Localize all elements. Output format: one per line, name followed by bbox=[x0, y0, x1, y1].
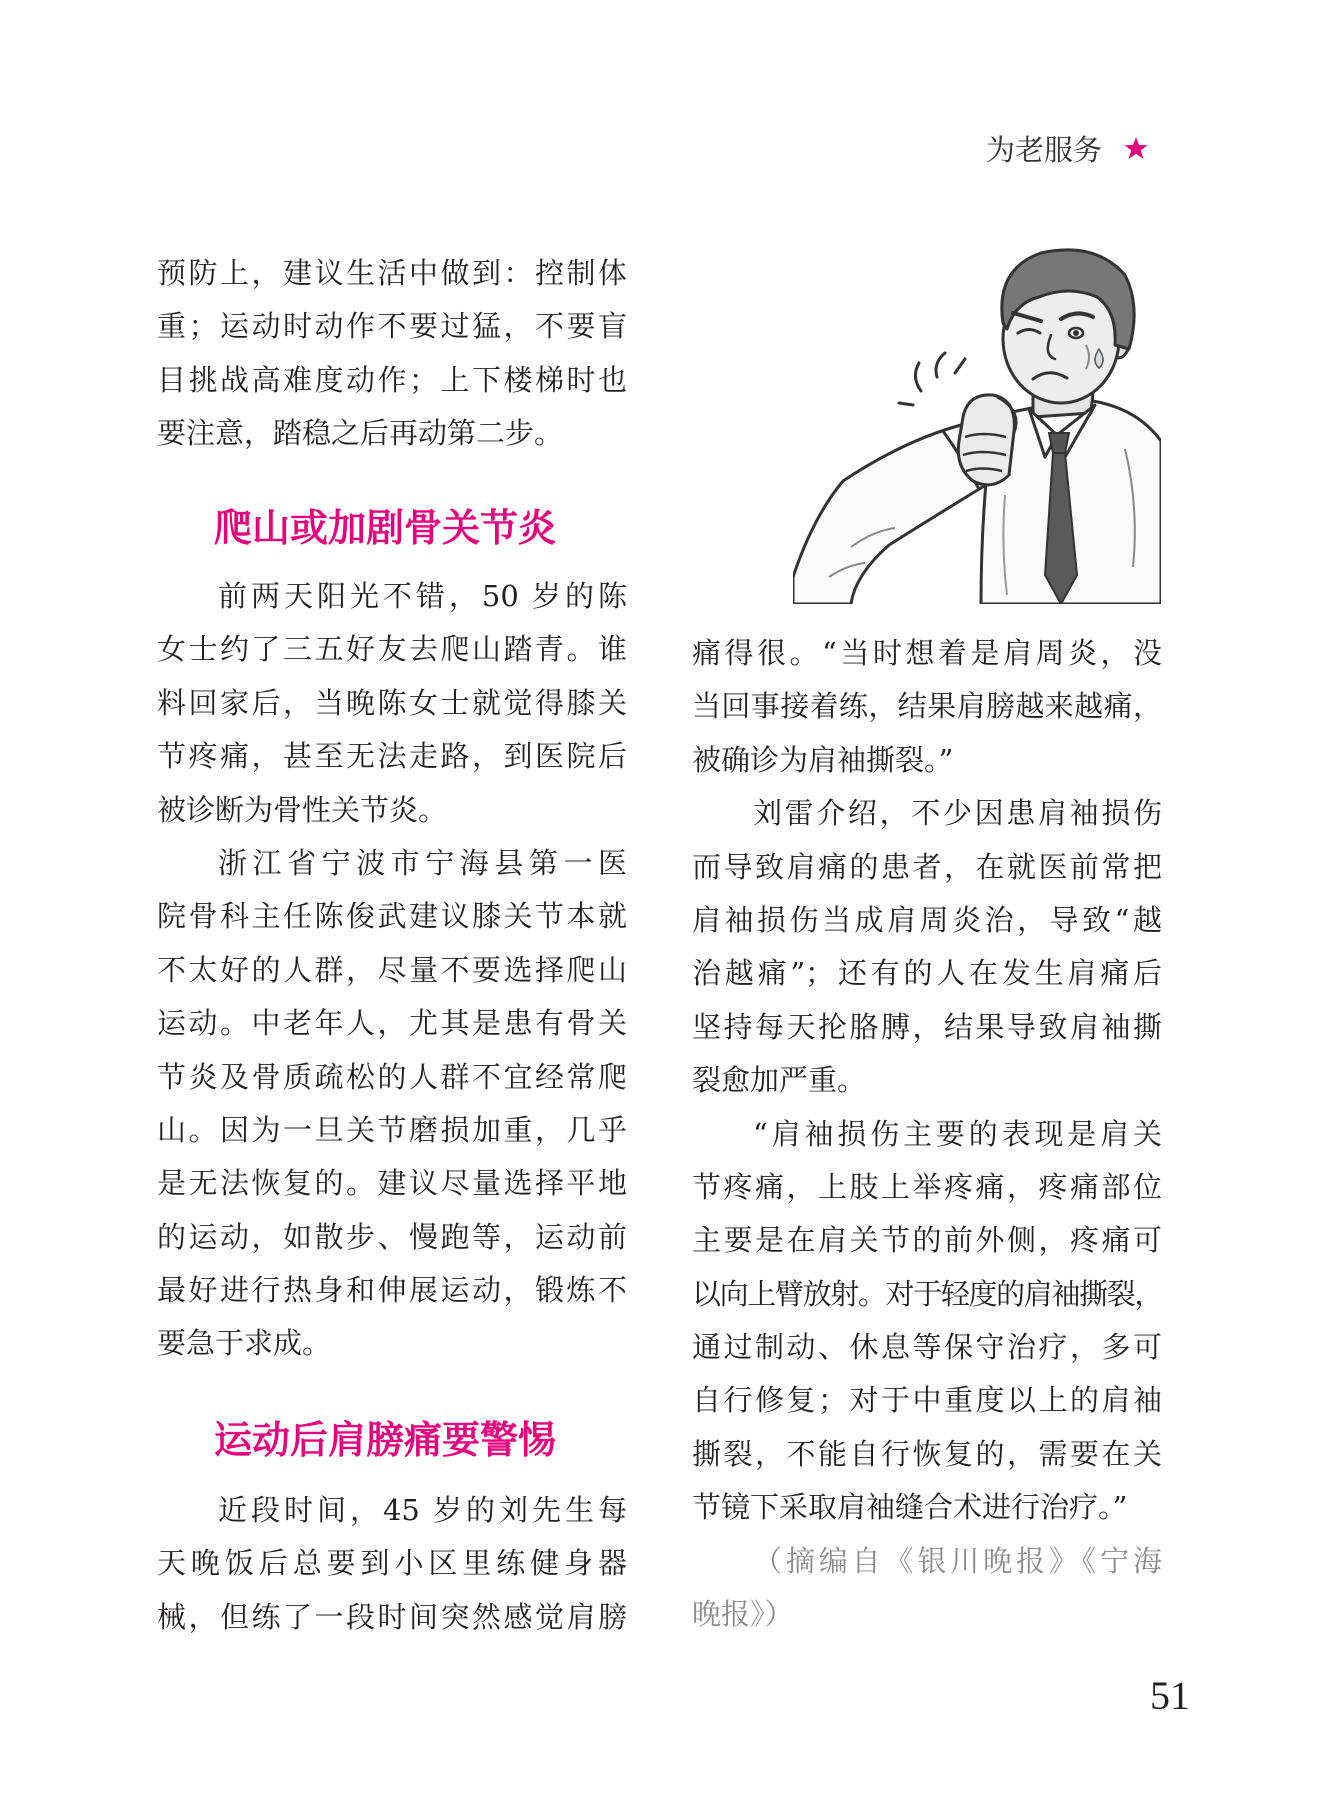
text-line: 节疼痛，甚至无法走路，到医院后 bbox=[157, 739, 627, 774]
text-line: 运动。中老年人，尤其是患有骨关 bbox=[157, 1006, 627, 1041]
text-line: 自行修复；对于中重度以上的肩袖 bbox=[692, 1383, 1162, 1418]
text-line: 通过制动、休息等保守治疗，多可 bbox=[692, 1330, 1162, 1365]
text-line: 节镜下采取肩袖缝合术进行治疗。” bbox=[692, 1490, 1128, 1525]
text-line: 裂愈加严重。 bbox=[692, 1063, 867, 1098]
paragraph bbox=[692, 787, 1162, 1107]
article-body-left bbox=[157, 570, 627, 1371]
page-number: 51 bbox=[1150, 1673, 1190, 1718]
text-line: 治越痛”；还有的人在发生肩痛后 bbox=[692, 956, 1162, 991]
text-line: 料回家后，当晚陈女士就觉得膝关 bbox=[157, 685, 627, 720]
text-line: （摘编自《银川晚报》《宁海 bbox=[753, 1543, 1162, 1578]
text-line: 刘雷介绍，不少因患肩袖损伤 bbox=[753, 796, 1162, 831]
text-line: 要注意，踏稳之后再动第二步。 bbox=[157, 416, 564, 451]
text-line: 女士约了三五好友去爬山踏青。谁 bbox=[157, 632, 627, 667]
text-line: 不太好的人群，尽量不要选择爬山 bbox=[157, 952, 627, 987]
text-line: 当回事接着练，结果肩膀越来越痛， bbox=[692, 689, 1162, 724]
paragraph bbox=[157, 837, 627, 1371]
text-line: 重；运动时动作不要过猛，不要盲 bbox=[157, 309, 627, 344]
text-line: 晚报》） bbox=[692, 1597, 794, 1632]
text-line: 是无法恢复的。建议尽量选择平地 bbox=[157, 1166, 627, 1201]
text-line: 近段时间，45 岁的刘先生每 bbox=[218, 1493, 627, 1527]
text-line: 肩袖损伤当成肩周炎治，导致“越 bbox=[692, 902, 1162, 937]
paragraph bbox=[692, 627, 1162, 787]
section-title: 为老服务 bbox=[986, 132, 1103, 167]
source-note bbox=[692, 1535, 1162, 1642]
section-heading: 爬山或加剧骨关节炎 bbox=[214, 506, 557, 550]
text-line: 前两天阳光不错，50 岁的陈 bbox=[218, 579, 627, 613]
pain-marks bbox=[915, 363, 921, 391]
star-icon bbox=[1124, 136, 1148, 160]
text-line: 天晚饭后总要到小区里练健身器 bbox=[157, 1546, 627, 1581]
text-line: 主要是在肩关节的前外侧，疼痛可 bbox=[692, 1223, 1162, 1258]
man-shoulder-pain-illustration bbox=[793, 245, 1161, 604]
text-line: 节炎及骨质疏松的人群不宜经常爬 bbox=[157, 1059, 627, 1094]
paragraph bbox=[157, 570, 627, 837]
section-header bbox=[986, 128, 1148, 168]
text-line: “肩袖损伤主要的表现是肩关 bbox=[753, 1116, 1162, 1151]
paragraph bbox=[157, 1484, 627, 1644]
text-line: 以向上臂放射。对于轻度的肩袖撕裂， bbox=[692, 1276, 1162, 1311]
text-line: 浙江省宁波市宁海县第一医 bbox=[218, 845, 627, 880]
text-line: 撕裂，不能自行恢复的，需要在关 bbox=[692, 1436, 1162, 1471]
text-line: 要急于求成。 bbox=[157, 1326, 332, 1361]
text-line: 被确诊为肩袖撕裂。” bbox=[692, 742, 954, 777]
text-line: 被诊断为骨性关节炎。 bbox=[157, 792, 448, 827]
text-line: 痛得很。“当时想着是肩周炎，没 bbox=[692, 636, 1162, 670]
text-line: 山。因为一旦关节磨损加重，几乎 bbox=[157, 1112, 627, 1147]
text-line: 坚持每天抡胳膊，结果导致肩袖撕 bbox=[692, 1009, 1162, 1044]
text-line: 械，但练了一段时间突然感觉肩膀 bbox=[157, 1599, 627, 1634]
paragraph bbox=[692, 1108, 1162, 1535]
paragraph bbox=[157, 247, 627, 461]
text-line: 节疼痛，上肢上举疼痛，疼痛部位 bbox=[692, 1169, 1162, 1204]
text-line: 最好进行热身和伸展运动，锻炼不 bbox=[157, 1273, 627, 1308]
text-line: 目挑战高难度动作；上下楼梯时也 bbox=[157, 362, 627, 397]
text-line: 院骨科主任陈俊武建议膝关节本就 bbox=[157, 899, 627, 934]
text-line: 预防上，建议生活中做到：控制体 bbox=[157, 256, 627, 290]
tie bbox=[1049, 433, 1069, 453]
article-body-right bbox=[692, 627, 1162, 1641]
text-line: 而导致肩痛的患者，在就医前常把 bbox=[692, 849, 1162, 884]
text-line: 的运动，如散步、慢跑等，运动前 bbox=[157, 1219, 627, 1254]
section-heading: 运动后肩膀痛要警惕 bbox=[214, 1418, 557, 1462]
